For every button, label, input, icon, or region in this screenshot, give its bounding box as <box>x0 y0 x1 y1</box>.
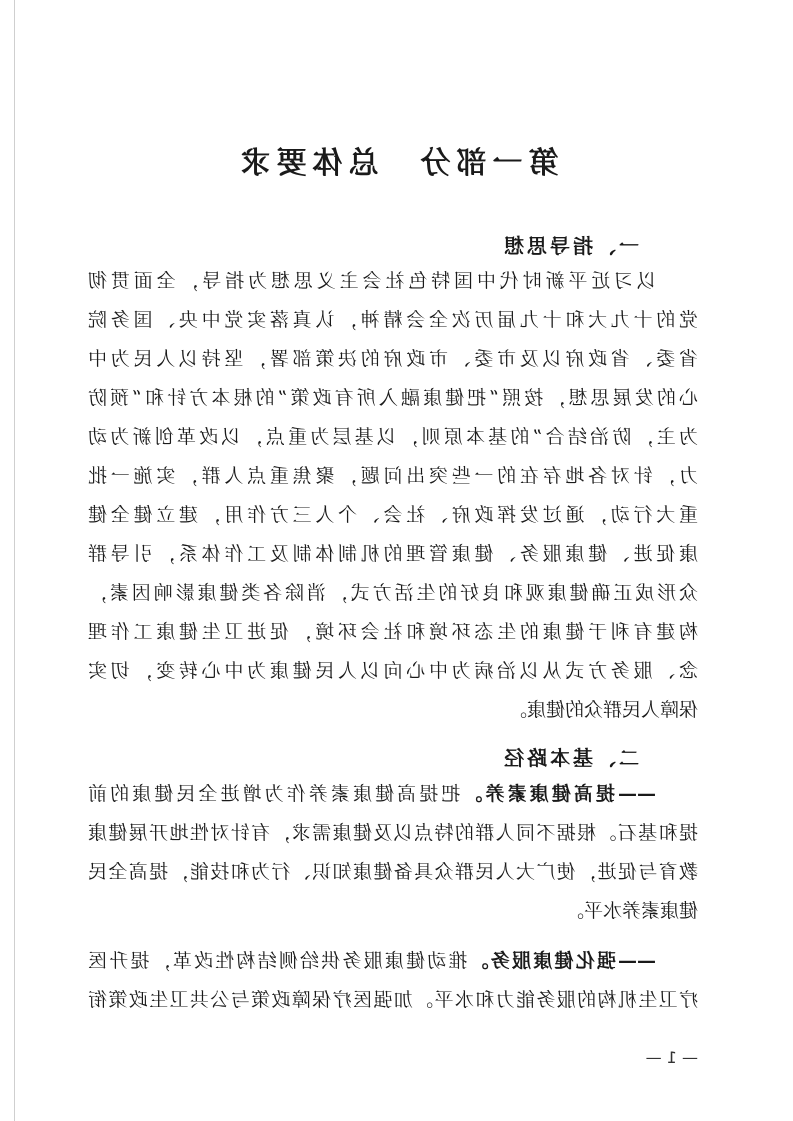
item-lead-health-literacy: ——提高健康素养。 <box>460 783 656 805</box>
paragraph-line: 康促进、健康服务、健康管理的机制体制及工作体系，引导群 <box>88 543 698 565</box>
paragraph-line: 保障人民群众的健康。 <box>507 699 698 721</box>
paragraph-line: 健康素养水平。 <box>564 900 698 922</box>
paragraph-line: 省委、省政府以及市委、市政府的决策部署，坚持以人民为中 <box>88 348 698 370</box>
paragraph-line <box>88 781 656 807</box>
item-text: 推动健康服务供给侧结构性改革，提升医 <box>88 950 468 972</box>
paragraph-line: 为主，防治结合”的基本原则，以基层为重点，以改革创新为动 <box>88 426 698 448</box>
section-heading-basic-path: 二、基本路径 <box>501 746 639 770</box>
paragraph-line: 构建有利于健康的生态环境和社会环境，促进卫生健康工作理 <box>88 621 698 643</box>
paragraph-line: 念、服务方式从以治病为中心向以人民健康为中心转变，切实 <box>88 660 698 682</box>
paragraph-line: 力，针对各地存在的一些突出问题，聚焦重点人群，实施一批 <box>88 465 698 487</box>
paragraph-line: 心的发展思想，按照“把健康融入所有政策”的根本方针和“预防 <box>88 387 698 409</box>
section-heading-guiding-ideology: 一、指导思想 <box>501 234 639 258</box>
paragraph-line: 疗卫生机构的服务能力和水平。加强医疗保障政策与公共卫生政策衔 <box>88 989 698 1011</box>
paragraph-line: 教育与促进，使广大人民群众具备健康知识、行为和技能，提高全民 <box>88 861 698 883</box>
item-text: 把提高健康素养作为增进全民健康的前 <box>88 783 461 805</box>
item-lead-health-services: ——强化健康服务。 <box>467 950 656 972</box>
paragraph-line: 提和基石。根据不同人群的特点以及健康需求，有针对性地开展健康 <box>88 822 698 844</box>
paragraph-line: 党的十九大和十九届历次全会精神，认真落实党中央、国务院 <box>88 309 698 331</box>
page-number: — 1 — <box>645 1048 698 1067</box>
paragraph-line: 以习近平新时代中国特色社会主义思想为指导，全面贯彻 <box>88 270 656 292</box>
paragraph-line <box>88 948 656 974</box>
paragraph-line: 众形成正确健康观和良好的生活方式，消除各类健康影响因素， <box>88 582 698 604</box>
paragraph-line: 重大行动，通过发挥政府、社会、个人三方作用，建立健全健 <box>88 504 698 526</box>
page-title: 第一部分 总体要求 <box>234 146 559 181</box>
